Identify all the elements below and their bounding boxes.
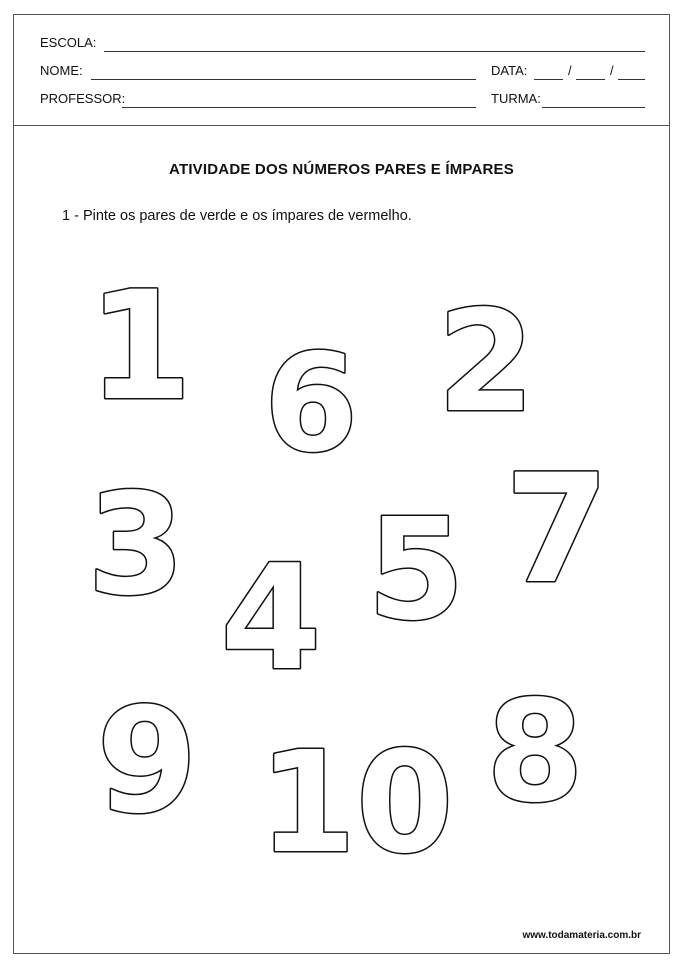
school-label: ESCOLA: — [40, 35, 97, 50]
number-1[interactable]: 1 — [87, 260, 193, 434]
number-5[interactable]: 5 — [367, 489, 465, 652]
instruction-text: 1 - Pinte os pares de verde e os ímpares de vermelho. — [62, 208, 412, 224]
number-8[interactable]: 8 — [486, 671, 584, 834]
date-separator: / — [568, 63, 572, 78]
date-separator: / — [610, 63, 614, 78]
number-7[interactable]: 7 — [504, 443, 610, 617]
number-2[interactable]: 2 — [437, 281, 535, 444]
date-label: DATA: — [491, 63, 528, 78]
teacher-label: PROFESSOR: — [40, 91, 126, 106]
number-4[interactable]: 4 — [220, 534, 322, 703]
website-footer: www.todamateria.com.br — [522, 930, 641, 941]
number-10[interactable]: 10 — [258, 722, 454, 885]
name-label: NOME: — [40, 63, 83, 78]
number-9[interactable]: 9 — [96, 677, 198, 846]
number-6[interactable]: 6 — [264, 325, 358, 482]
class-label: TURMA: — [491, 91, 541, 106]
page-title: ATIVIDADE DOS NÚMEROS PARES E ÍMPARES — [169, 161, 514, 178]
number-3[interactable]: 3 — [87, 464, 185, 627]
